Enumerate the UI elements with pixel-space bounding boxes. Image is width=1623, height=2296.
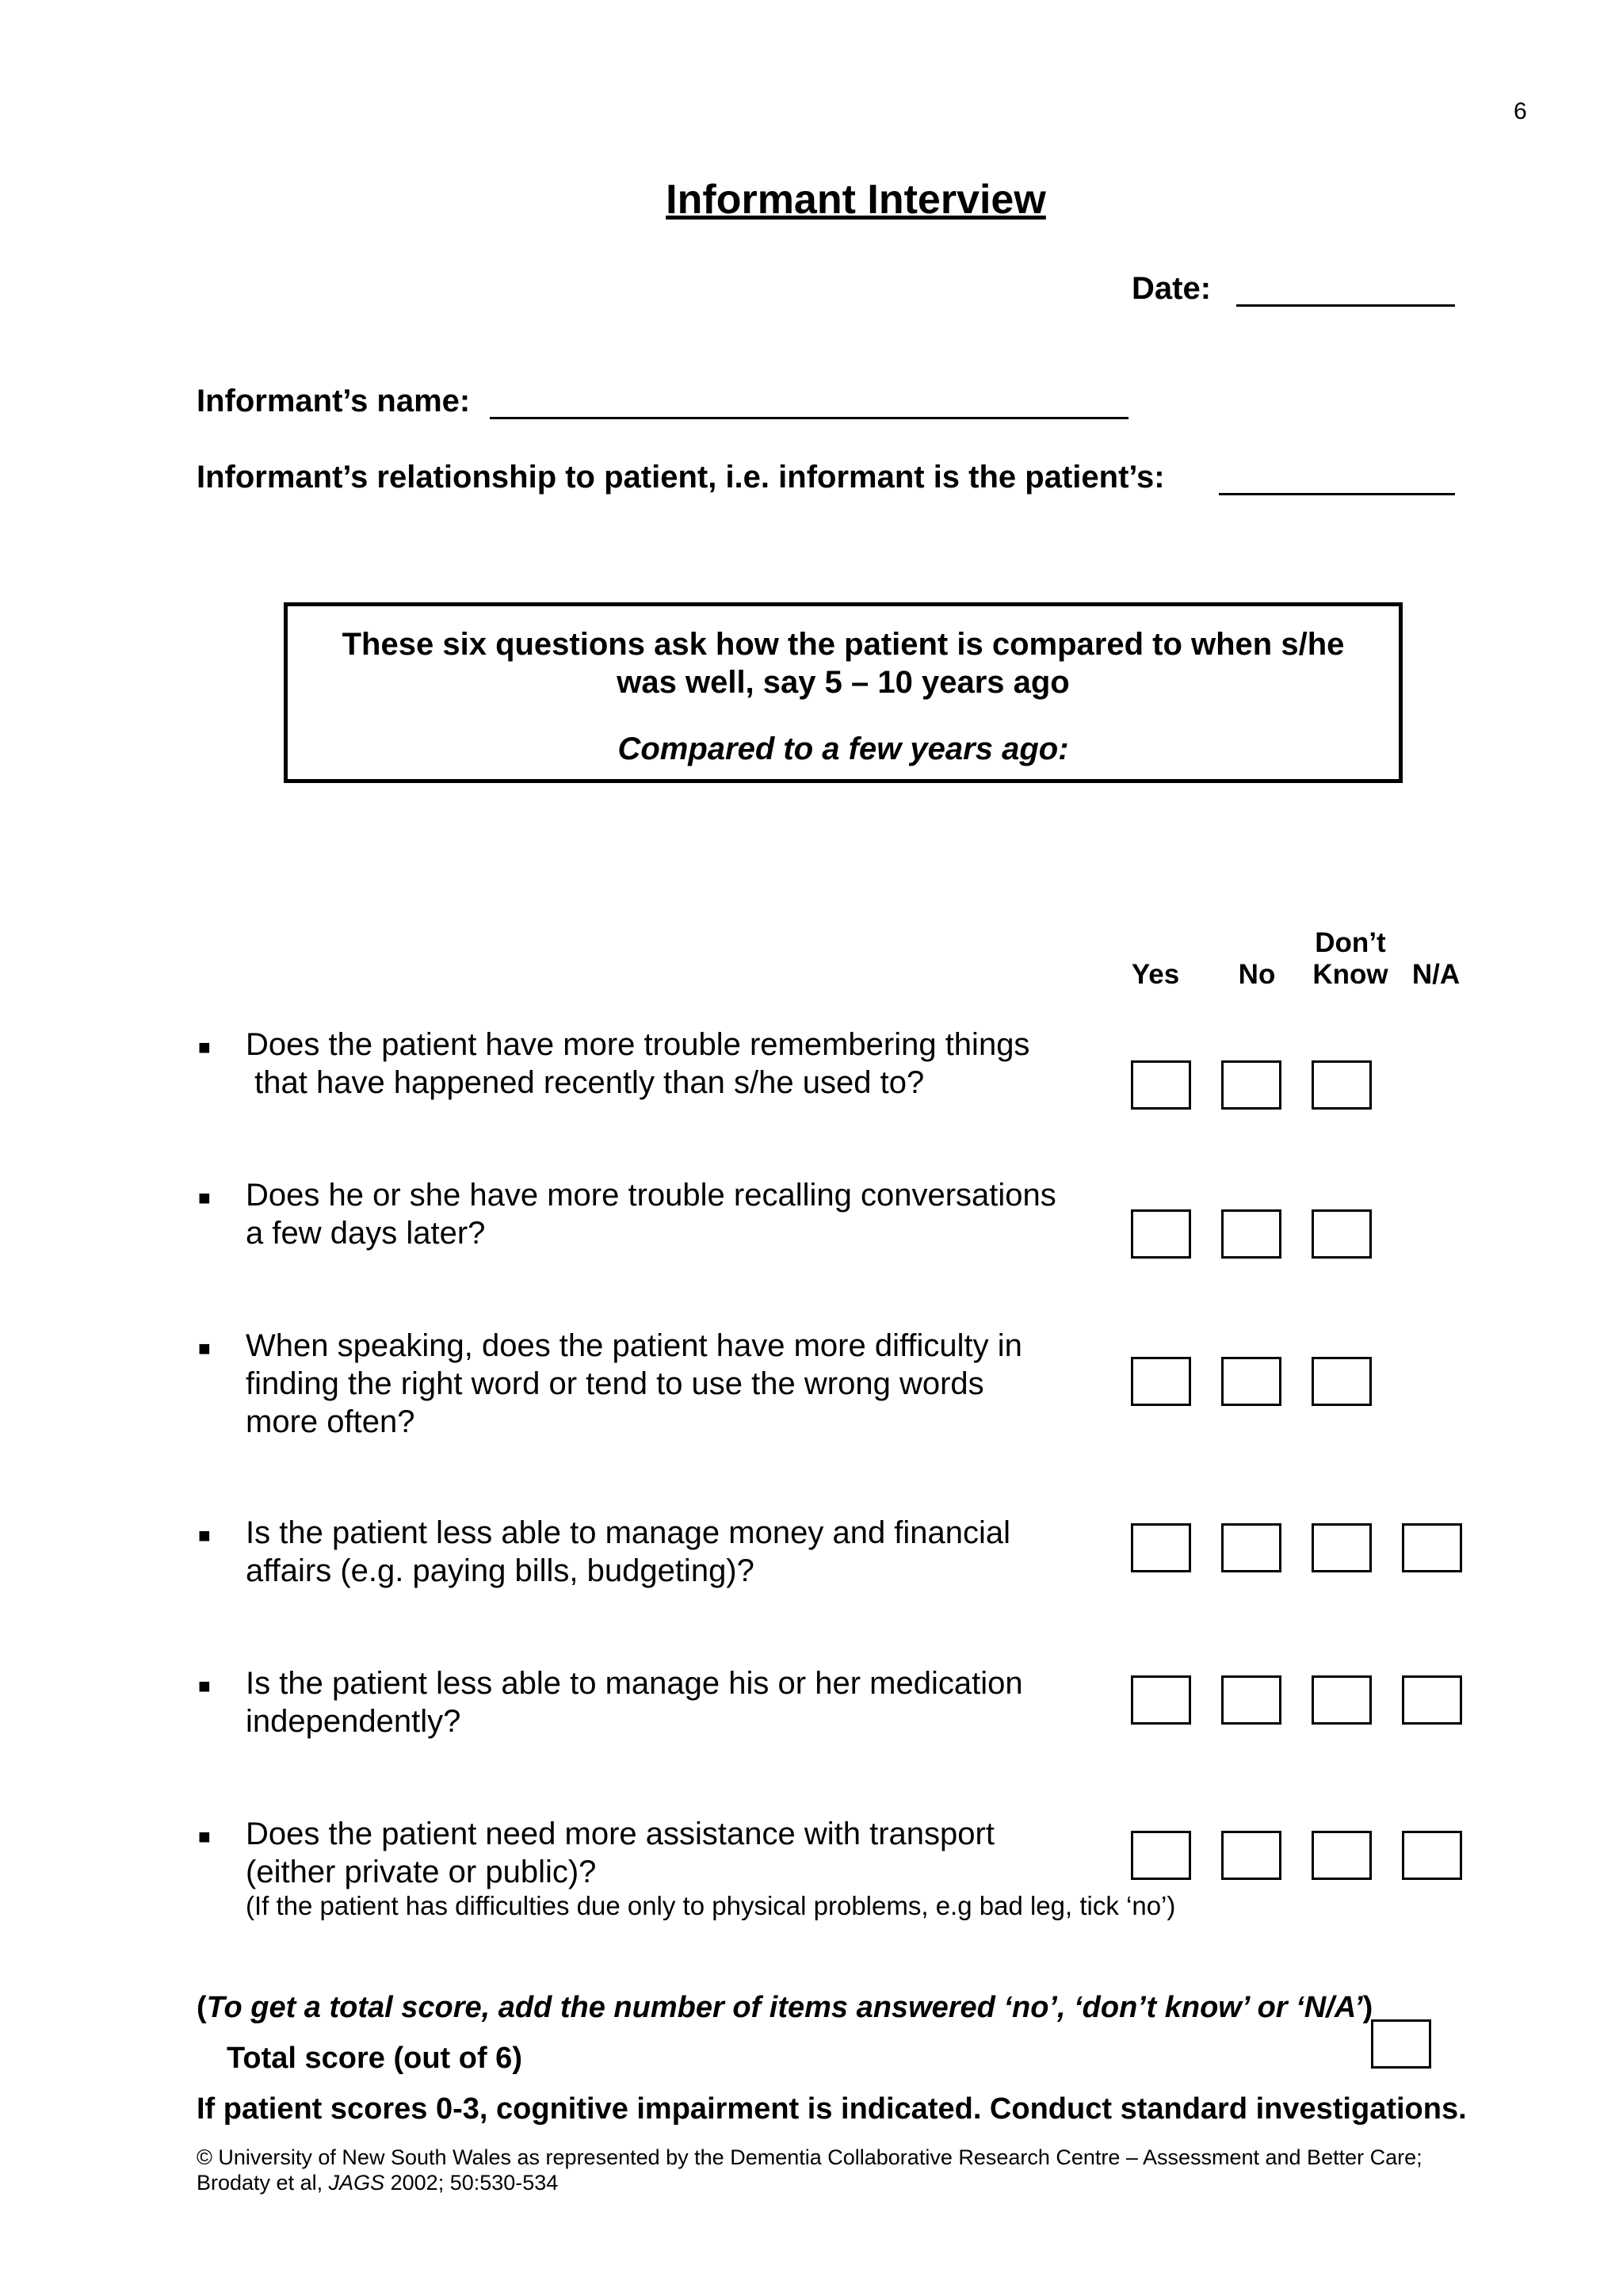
instruction-line-2: was well, say 5 – 10 years ago bbox=[617, 665, 1070, 700]
bullet-icon: ■ bbox=[198, 1674, 211, 1698]
q6-na-checkbox[interactable] bbox=[1402, 1831, 1462, 1880]
scoring-instruction bbox=[197, 1991, 1373, 2025]
q2-yes-checkbox[interactable] bbox=[1131, 1209, 1191, 1259]
informant-name-field[interactable] bbox=[490, 417, 1128, 419]
q6-dont-know-checkbox[interactable] bbox=[1312, 1831, 1372, 1880]
question-3-line-3: more often? bbox=[246, 1404, 415, 1439]
total-score-label: Total score (out of 6) bbox=[227, 2042, 522, 2075]
scoring-instruction-text: To get a total score, add the number of items answered ‘no’, ‘don’t know’ or ‘N/A’ bbox=[206, 1991, 1363, 2024]
question-4 bbox=[246, 1514, 1010, 1590]
question-5-line-1: Is the patient less able to manage his or her medication bbox=[246, 1666, 1023, 1701]
informant-name-label: Informant’s name: bbox=[197, 384, 471, 418]
scoring-instruction-close: ) bbox=[1362, 1991, 1373, 2024]
question-1-line-1: Does the patient have more trouble remembering things bbox=[246, 1027, 1030, 1062]
footer-citation: 2002; 50:530-534 bbox=[384, 2171, 559, 2195]
q6-no-checkbox[interactable] bbox=[1221, 1831, 1281, 1880]
q3-yes-checkbox[interactable] bbox=[1131, 1357, 1191, 1406]
copyright-footer bbox=[197, 2145, 1423, 2195]
question-6-line-1: Does the patient need more assistance with transport bbox=[246, 1817, 995, 1851]
page-number: 6 bbox=[1514, 98, 1527, 124]
question-3-line-1: When speaking, does the patient have more difficulty in bbox=[246, 1328, 1022, 1363]
question-6-note: (If the patient has difficulties due only to physical problems, e.g bad leg, tick ‘no’) bbox=[246, 1891, 1176, 1920]
question-5-line-2: independently? bbox=[246, 1704, 461, 1739]
bullet-icon: ■ bbox=[198, 1035, 211, 1059]
column-header-na: N/A bbox=[1411, 959, 1461, 990]
q5-yes-checkbox[interactable] bbox=[1131, 1675, 1191, 1725]
instruction-box bbox=[284, 602, 1403, 783]
column-header-no: No bbox=[1238, 959, 1276, 990]
page-title: Informant Interview bbox=[666, 177, 1046, 223]
question-2-line-1: Does he or she have more trouble recalling conversations bbox=[246, 1178, 1056, 1213]
q5-dont-know-checkbox[interactable] bbox=[1312, 1675, 1372, 1725]
q1-dont-know-checkbox[interactable] bbox=[1312, 1060, 1372, 1110]
question-4-line-2: affairs (e.g. paying bills, budgeting)? bbox=[246, 1553, 754, 1588]
question-1-line-2: that have happened recently than s/he used to? bbox=[246, 1065, 925, 1100]
footer-authors: Brodaty et al, bbox=[197, 2171, 329, 2195]
footer-line-2 bbox=[197, 2170, 1423, 2195]
question-3 bbox=[246, 1327, 1022, 1441]
bullet-icon: ■ bbox=[198, 1523, 211, 1547]
date-label: Date: bbox=[1132, 271, 1212, 306]
footer-journal: JAGS bbox=[328, 2171, 385, 2195]
footer-line-1: © University of New South Wales as represented by the Dementia Collaborative Research Centre – Assessment and Better Care; bbox=[197, 2145, 1423, 2169]
q1-yes-checkbox[interactable] bbox=[1131, 1060, 1191, 1110]
q2-dont-know-checkbox[interactable] bbox=[1312, 1209, 1372, 1259]
scoring-instruction-open: ( bbox=[197, 1991, 207, 2024]
instruction-subheading: Compared to a few years ago: bbox=[617, 732, 1069, 766]
q4-yes-checkbox[interactable] bbox=[1131, 1523, 1191, 1572]
relationship-field[interactable] bbox=[1219, 493, 1455, 495]
q4-dont-know-checkbox[interactable] bbox=[1312, 1523, 1372, 1572]
question-3-line-2: finding the right word or tend to use the wrong words bbox=[246, 1366, 984, 1401]
bullet-icon: ■ bbox=[198, 1824, 211, 1848]
relationship-label: Informant’s relationship to patient, i.e. informant is the patient’s: bbox=[197, 460, 1165, 495]
q3-dont-know-checkbox[interactable] bbox=[1312, 1357, 1372, 1406]
bullet-icon: ■ bbox=[198, 1336, 211, 1360]
q1-no-checkbox[interactable] bbox=[1221, 1060, 1281, 1110]
instruction-line-1: These six questions ask how the patient is compared to when s/he bbox=[342, 627, 1345, 662]
q5-no-checkbox[interactable] bbox=[1221, 1675, 1281, 1725]
question-6-line-2: (either private or public)? bbox=[246, 1855, 597, 1889]
column-header-dont-know-line-1: Don’t bbox=[1315, 927, 1386, 958]
date-field[interactable] bbox=[1236, 304, 1455, 307]
q4-no-checkbox[interactable] bbox=[1221, 1523, 1281, 1572]
question-4-line-1: Is the patient less able to manage money and financial bbox=[246, 1515, 1011, 1550]
question-6 bbox=[246, 1815, 995, 1891]
q2-no-checkbox[interactable] bbox=[1221, 1209, 1281, 1259]
question-5 bbox=[246, 1664, 1023, 1740]
q4-na-checkbox[interactable] bbox=[1402, 1523, 1462, 1572]
total-score-box[interactable] bbox=[1371, 2019, 1431, 2069]
question-2-line-2: a few days later? bbox=[246, 1216, 486, 1251]
column-header-yes: Yes bbox=[1131, 959, 1180, 990]
interpretation-text: If patient scores 0-3, cognitive impairment is indicated. Conduct standard investigations. bbox=[197, 2092, 1467, 2126]
q3-no-checkbox[interactable] bbox=[1221, 1357, 1281, 1406]
q5-na-checkbox[interactable] bbox=[1402, 1675, 1462, 1725]
q6-yes-checkbox[interactable] bbox=[1131, 1831, 1191, 1880]
column-header-dont-know-line-2: Know bbox=[1312, 959, 1388, 990]
question-2 bbox=[246, 1176, 1056, 1252]
column-header-dont-know bbox=[1300, 927, 1401, 991]
bullet-icon: ■ bbox=[198, 1186, 211, 1209]
question-1 bbox=[246, 1026, 1029, 1102]
